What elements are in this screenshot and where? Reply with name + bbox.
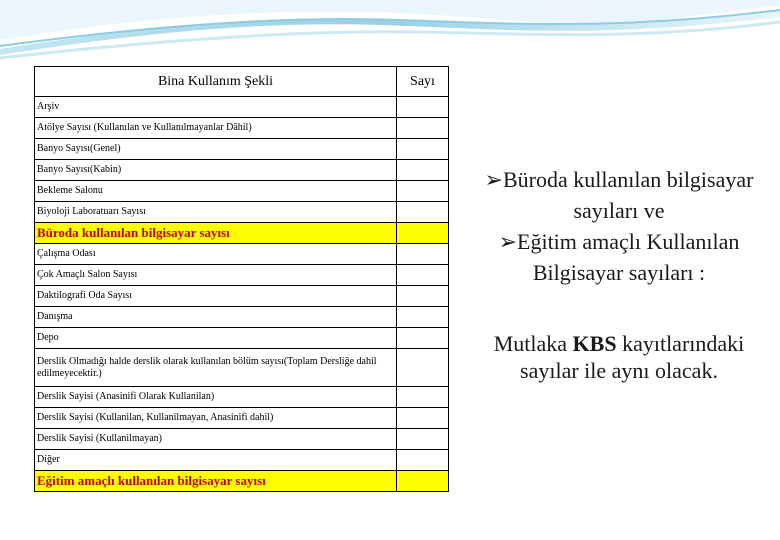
table-row bbox=[35, 181, 449, 202]
bullet-item bbox=[480, 226, 758, 288]
row-label: Eğitim amaçlı kullanılan bilgisayar sayısı bbox=[35, 471, 397, 492]
row-count-cell[interactable] bbox=[397, 450, 449, 471]
kbs-note bbox=[490, 330, 748, 384]
row-count-cell[interactable] bbox=[397, 429, 449, 450]
row-count-cell[interactable] bbox=[397, 244, 449, 265]
row-count-cell[interactable] bbox=[397, 328, 449, 349]
row-label: Atölye Sayısı (Kullanılan ve Kullanılmayanlar Dâhil) bbox=[35, 118, 397, 139]
row-label: Derslik Sayisi (Anasinifi Olarak Kullanilan) bbox=[35, 387, 397, 408]
header-usage-type: Bina Kullanım Şekli bbox=[35, 67, 397, 97]
row-count-cell[interactable] bbox=[397, 181, 449, 202]
row-count-cell[interactable] bbox=[397, 139, 449, 160]
row-count-cell[interactable] bbox=[397, 97, 449, 118]
table-row bbox=[35, 387, 449, 408]
row-label: Bekleme Salonu bbox=[35, 181, 397, 202]
table-row bbox=[35, 307, 449, 328]
header-wave-decoration bbox=[0, 0, 780, 70]
row-label: Derslik Sayisi (Kullanilan, Kullanilmayan, Anasinifi dahil) bbox=[35, 408, 397, 429]
row-label: Derslik Olmadığı halde derslik olarak kullanılan bölüm sayısı(Toplam Dersliğe dahil edilmeyecektir.) bbox=[35, 349, 397, 387]
kbs-term: KBS bbox=[572, 331, 617, 356]
row-label: Danışma bbox=[35, 307, 397, 328]
table-row bbox=[35, 471, 449, 492]
row-count-cell[interactable] bbox=[397, 286, 449, 307]
row-label: Arşiv bbox=[35, 97, 397, 118]
table-row bbox=[35, 429, 449, 450]
bullet-item bbox=[480, 164, 758, 226]
table-row bbox=[35, 244, 449, 265]
row-count-cell[interactable] bbox=[397, 471, 449, 492]
row-label: Biyoloji Laboratuarı Sayısı bbox=[35, 202, 397, 223]
row-label: Çalışma Odası bbox=[35, 244, 397, 265]
row-count-cell[interactable] bbox=[397, 118, 449, 139]
row-label: Banyo Sayısı(Genel) bbox=[35, 139, 397, 160]
table-row bbox=[35, 265, 449, 286]
kbs-note-text: Mutlaka bbox=[493, 331, 568, 356]
row-label: Daktilografi Oda Sayısı bbox=[35, 286, 397, 307]
row-label: Derslik Sayisi (Kullanilmayan) bbox=[35, 429, 397, 450]
row-count-cell[interactable] bbox=[397, 265, 449, 286]
table-row bbox=[35, 139, 449, 160]
table-row bbox=[35, 286, 449, 307]
table-row bbox=[35, 118, 449, 139]
row-label: Depo bbox=[35, 328, 397, 349]
row-count-cell[interactable] bbox=[397, 307, 449, 328]
building-usage-table bbox=[34, 66, 449, 492]
table-row bbox=[35, 408, 449, 429]
row-count-cell[interactable] bbox=[397, 387, 449, 408]
row-count-cell[interactable] bbox=[397, 349, 449, 387]
table-row bbox=[35, 202, 449, 223]
header-count: Sayı bbox=[397, 67, 449, 97]
row-count-cell[interactable] bbox=[397, 408, 449, 429]
table-row bbox=[35, 160, 449, 181]
row-count-cell[interactable] bbox=[397, 160, 449, 181]
bullet-text: Büroda kullanılan bilgisayar sayıları ve bbox=[502, 167, 754, 223]
row-count-cell[interactable] bbox=[397, 223, 449, 244]
row-label: Banyo Sayısı(Kabin) bbox=[35, 160, 397, 181]
side-note-computers bbox=[480, 164, 758, 288]
table-row bbox=[35, 97, 449, 118]
row-count-cell[interactable] bbox=[397, 202, 449, 223]
row-label: Çok Amaçlı Salon Sayısı bbox=[35, 265, 397, 286]
row-label: Büroda kullanılan bilgisayar sayısı bbox=[35, 223, 397, 244]
bullet-text: Eğitim amaçlı Kullanılan Bilgisayar sayıları : bbox=[517, 229, 740, 285]
arrow-bullet-icon: ➢ bbox=[484, 167, 503, 192]
table-row bbox=[35, 349, 449, 387]
table-row bbox=[35, 328, 449, 349]
row-label: Diğer bbox=[35, 450, 397, 471]
arrow-bullet-icon: ➢ bbox=[498, 229, 518, 254]
table-row bbox=[35, 223, 449, 244]
kbs-note-text: kayıtlarındaki sayılar ile aynı olacak. bbox=[520, 331, 745, 383]
table-row bbox=[35, 450, 449, 471]
